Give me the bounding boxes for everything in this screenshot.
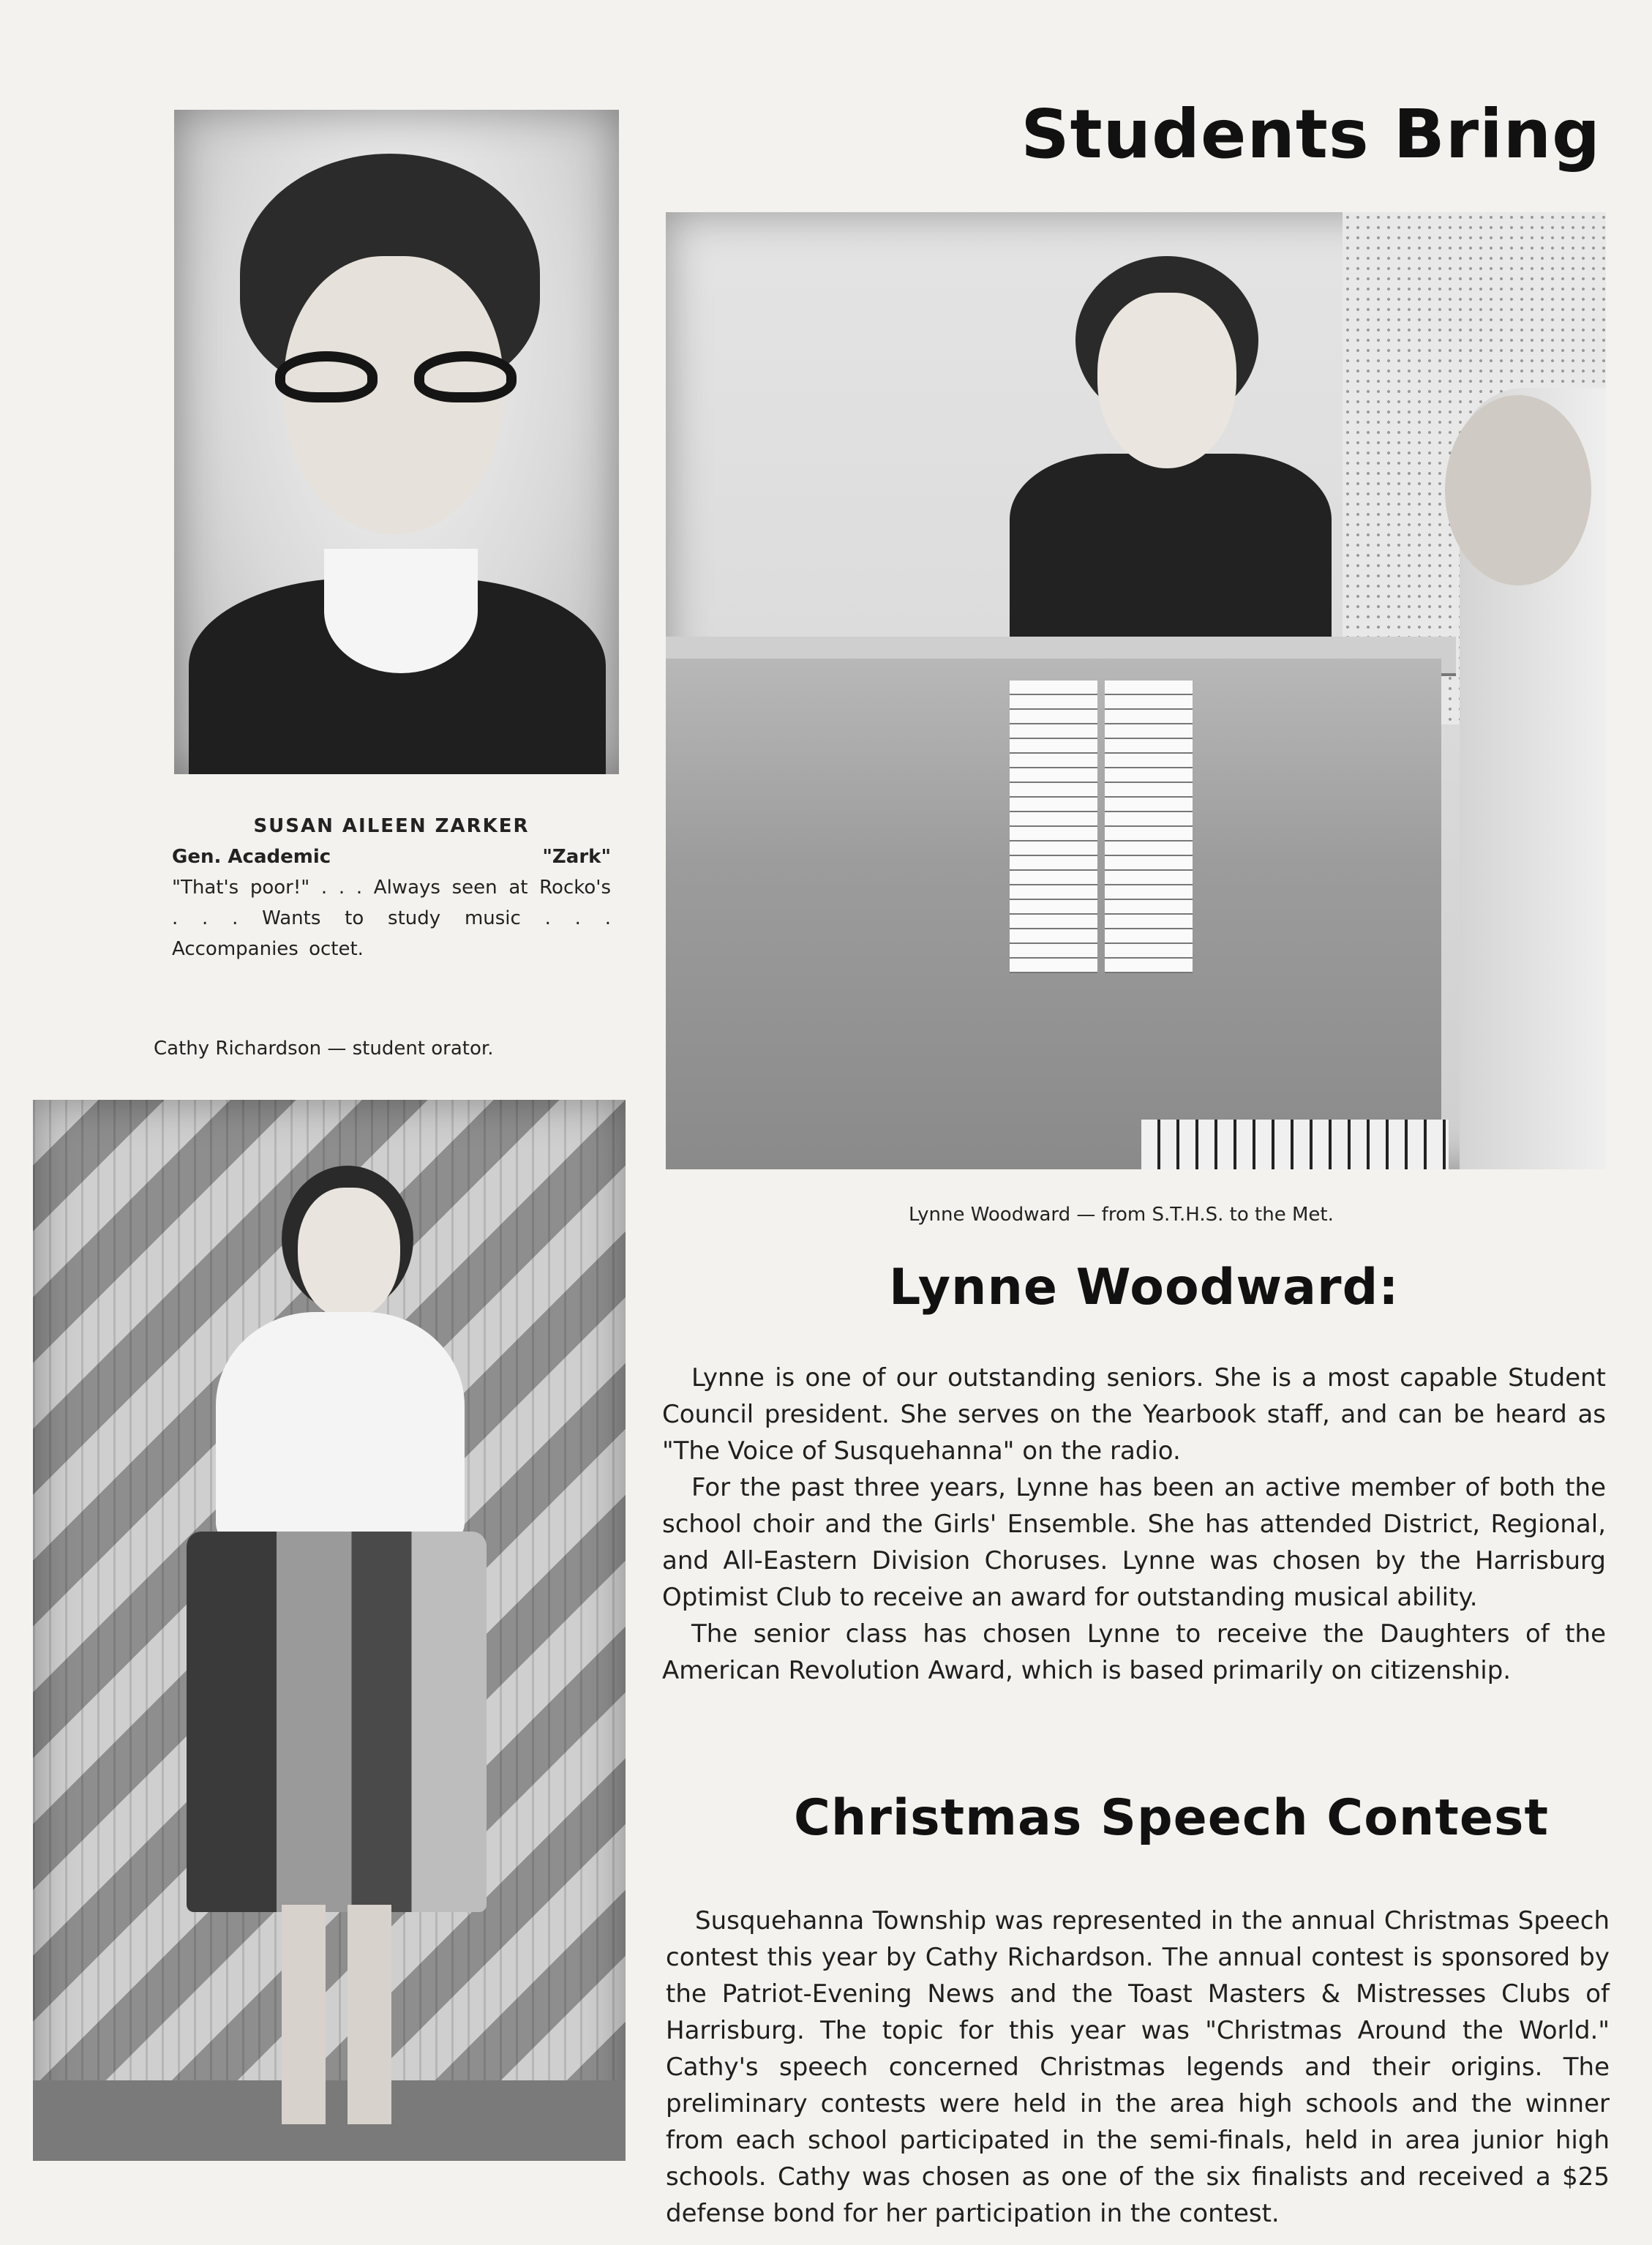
lynne-section-heading: Lynne Woodward: — [889, 1259, 1400, 1316]
orator-legs — [282, 1905, 391, 2124]
piano-keys-icon — [1141, 1120, 1449, 1169]
portrait-collar — [324, 549, 478, 673]
article-paragraph: Susquehanna Township was represented in the annual Christmas Speech contest this year by Cathy Richardson. The annual contest is sponsored by the Patriot-Evening News and the Toast Masters & Mistresses Clubs of Harrisburg. The topic for this year was "Christmas Around the World." Cathy's speech concerned Christmas legends and their origins. The preliminary contests were held in the area high schools and the winner from each school participated in the semi-finals, held in area junior high schools. Cathy was chosen as one of the six finalists and received a $25 defense bond for her participation in the contest. — [666, 1906, 1610, 2228]
piano-photo-caption: Lynne Woodward — from S.T.H.S. to the Met. — [909, 1204, 1334, 1226]
speech-section-heading: Christmas Speech Contest — [794, 1789, 1549, 1847]
piano-photo-lynne-woodward — [666, 212, 1606, 1169]
senior-nickname: "Zark" — [542, 846, 611, 868]
speech-article-body — [666, 1903, 1610, 2232]
senior-name: SUSAN AILEEN ZARKER — [253, 815, 530, 837]
article-paragraph: The senior class has chosen Lynne to receive the Daughters of the American Revolution Award, which is based primarily on citizenship. — [662, 1619, 1606, 1685]
lynne-article-body — [662, 1360, 1606, 1689]
senior-course: Gen. Academic — [172, 846, 331, 868]
portrait-photo-susan-zarker — [174, 110, 619, 774]
sheet-music-icon — [1105, 681, 1193, 973]
singer-face — [1097, 293, 1236, 468]
orator-face — [298, 1188, 400, 1319]
orator-photo-cathy-richardson — [33, 1100, 626, 2161]
senior-description: "That's poor!" . . . Always seen at Rocko's . . . Wants to study music . . . Accompanies octet. — [172, 877, 611, 960]
orator-skirt — [187, 1532, 487, 1912]
orator-blouse — [216, 1312, 465, 1546]
page-title: Students Bring — [1021, 95, 1601, 173]
article-paragraph: Lynne is one of our outstanding seniors. She is a most capable Student Council president. She serves on the Yearbook staff, and can be heard as "The Voice of Susquehanna" on the radio. — [662, 1363, 1606, 1466]
senior-meta-row — [172, 842, 611, 872]
sheet-music-icon — [1010, 681, 1097, 973]
glasses-icon — [275, 351, 517, 410]
senior-entry — [172, 811, 611, 964]
orator-photo-caption: Cathy Richardson — student orator. — [154, 1038, 494, 1060]
article-paragraph: For the past three years, Lynne has been an active member of both the school choir and the Girls' Ensemble. She has attended District, Regional, and All-Eastern Division Choruses. Lynne was chosen by the Harrisburg Optimist Club to receive an award for outstanding musical ability. — [662, 1473, 1606, 1612]
pianist-head — [1445, 395, 1591, 585]
